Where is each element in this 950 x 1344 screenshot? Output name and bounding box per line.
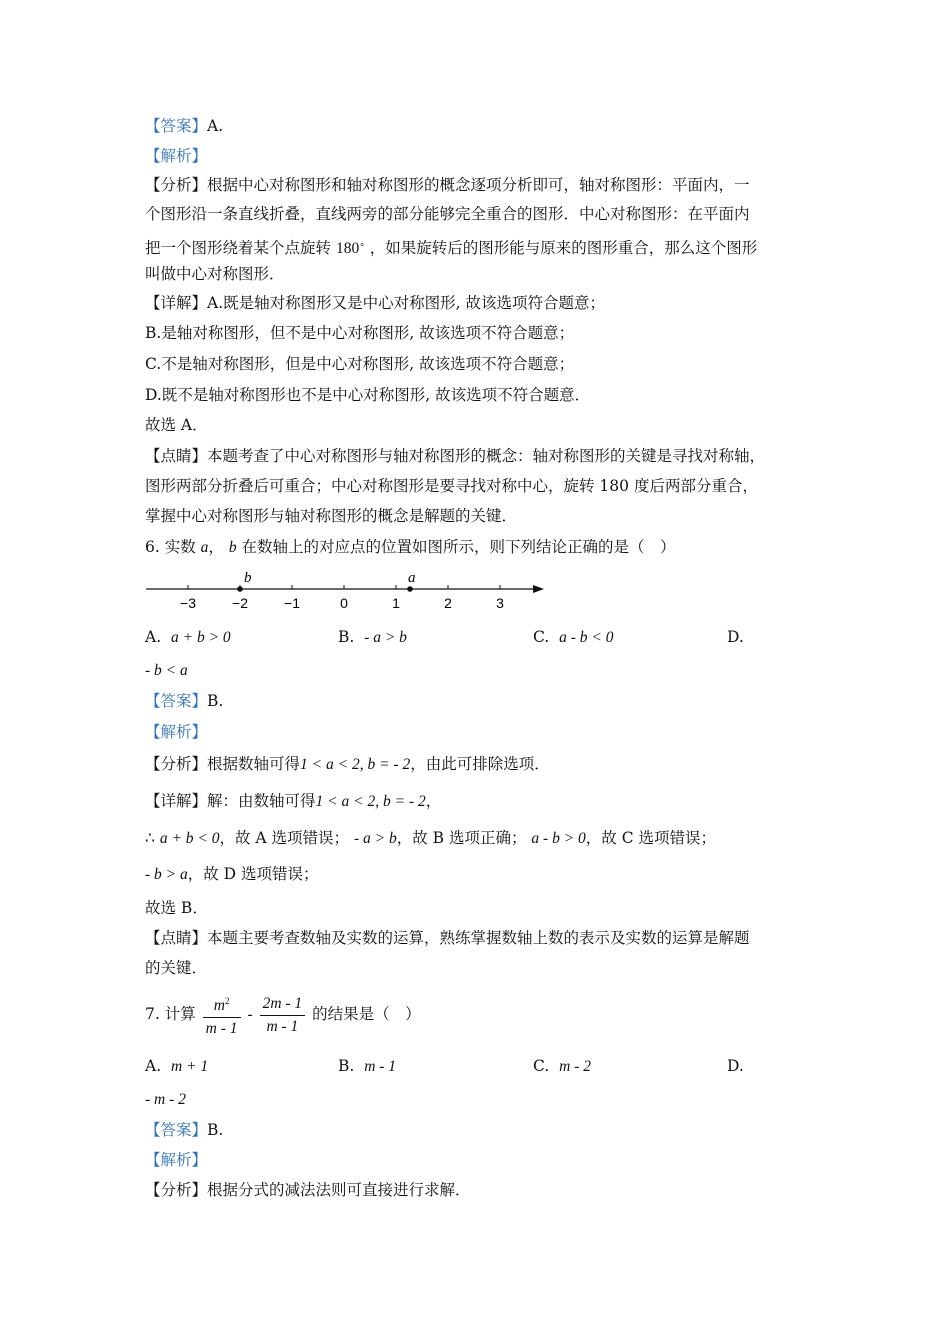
detail-text: 解：由数轴可得 xyxy=(207,792,316,810)
option-math: m - 2 xyxy=(559,1058,591,1075)
stem-text: 7. 计算 xyxy=(145,1005,196,1024)
option-math: m - 1 xyxy=(364,1058,397,1075)
detail-tag: 【详解】 xyxy=(145,792,208,810)
analysis-text: ，由此可排除选项． xyxy=(410,755,550,773)
separator: ， xyxy=(208,538,224,556)
tick-label: −3 xyxy=(180,595,196,611)
option-label: A. xyxy=(145,1057,162,1075)
q7-option-d-label: D. xyxy=(727,1057,744,1075)
step-math: a + b < 0 xyxy=(159,830,220,847)
step-math: - b > a xyxy=(145,866,188,883)
q6-tip-line-2: 的关键． xyxy=(145,959,208,977)
option-math: - a > b xyxy=(364,629,407,646)
q5-answer xyxy=(145,115,223,137)
q6-tip-line-1 xyxy=(145,927,750,949)
jiexi-tag: 【解析】 xyxy=(145,1151,208,1169)
option-label: A. xyxy=(145,628,162,646)
q7-option-a xyxy=(145,1055,208,1078)
tick-label: 0 xyxy=(340,595,348,611)
q6-jiexi xyxy=(145,721,207,743)
point-a xyxy=(407,586,413,592)
arrow-head xyxy=(533,585,544,593)
answer-tag: 【答案】 xyxy=(145,1121,208,1139)
answer-value: B. xyxy=(207,1121,224,1139)
q5-detail-d: D.既不是轴对称图形也不是中心对称图形, 故该选项不符合题意． xyxy=(145,386,591,404)
step-text: ，故 D 选项错误； xyxy=(187,865,319,883)
step-text: ，故 A 选项错误； xyxy=(219,829,350,847)
stem-text: 6. 实数 xyxy=(145,538,196,556)
degree-value: 180∘ xyxy=(335,239,365,258)
q5-tip-line-2: 图形两部分折叠后可重合；中心对称图形是要寻找对称中心，旋转 180 度后两部分重合， xyxy=(145,477,758,495)
q6-step-4 xyxy=(145,863,319,886)
q6-option-c xyxy=(533,626,613,649)
q6-option-d: - b < a xyxy=(145,662,188,679)
var-b: b xyxy=(228,539,237,556)
q5-detail-a xyxy=(145,292,605,314)
point-b xyxy=(237,586,243,592)
analysis-text: ，如果旋转后的图形能与原来的图形重合，那么这个图形 xyxy=(369,239,758,258)
q7-stem xyxy=(145,990,421,1040)
option-math: m + 1 xyxy=(170,1058,209,1075)
analysis-tag: 【分析】 xyxy=(145,1181,208,1199)
stem-text: 的结果是（ ） xyxy=(312,1005,421,1024)
analysis-text: 根据数轴可得 xyxy=(207,755,301,773)
q7-option-b xyxy=(338,1055,396,1078)
q5-analysis-line-2: 个图形沿一条直线折叠，直线两旁的部分能够完全重合的图形．中心对称图形：在平面内 xyxy=(145,205,750,223)
q5-analysis-line-1 xyxy=(145,174,750,196)
q7-analysis xyxy=(145,1179,471,1201)
q5-tip-line-1 xyxy=(145,445,765,467)
answer-value: A. xyxy=(207,117,224,135)
q6-option-b xyxy=(338,626,407,649)
fraction-2: $\frac{2m - 1}{m - 1}$ xyxy=(260,993,306,1038)
analysis-tag: 【分析】 xyxy=(145,176,208,194)
q6-option-a xyxy=(145,626,231,649)
point-a-label: a xyxy=(408,570,416,586)
var-a: a xyxy=(200,539,209,556)
step-math: a - b > 0 xyxy=(531,830,586,847)
jiexi-tag: 【解析】 xyxy=(145,147,208,165)
tip-tag: 【点睛】 xyxy=(145,447,208,465)
analysis-math: 1 < a < 2, b = - 2 xyxy=(300,756,411,773)
q7-option-d: - m - 2 xyxy=(145,1091,186,1108)
tip-tag: 【点睛】 xyxy=(145,929,208,947)
detail-text: A.既是轴对称图形又是中心对称图形, 故该选项符合题意； xyxy=(207,294,605,312)
q6-choose: 故选 B． xyxy=(145,899,208,917)
q7-option-c xyxy=(533,1055,591,1078)
detail-text: ， xyxy=(425,792,442,810)
option-label: C. xyxy=(533,628,550,646)
answer-tag: 【答案】 xyxy=(145,117,208,135)
q7-jiexi xyxy=(145,1149,207,1171)
tick-label: −2 xyxy=(232,595,248,611)
fraction-1: $\frac{m^2}{m - 1}$ xyxy=(203,990,241,1040)
option-math: a + b > 0 xyxy=(170,629,231,646)
q5-detail-c: C.不是轴对称图形，但是中心对称图形, 故该选项不符合题意； xyxy=(145,355,575,373)
tick-label: 1 xyxy=(392,595,400,611)
analysis-text: 把一个图形绕着某个点旋转 xyxy=(145,239,332,258)
option-math: a - b < 0 xyxy=(559,629,614,646)
q5-choose: 故选 A． xyxy=(145,416,208,434)
q6-option-d-label: D. xyxy=(727,628,744,646)
q5-detail-b: B.是轴对称图形，但不是中心对称图形, 故该选项不符合题意； xyxy=(145,324,575,342)
minus-sign: - xyxy=(247,1006,253,1024)
q6-analysis xyxy=(145,753,550,776)
option-label: B. xyxy=(338,628,355,646)
option-label: B. xyxy=(338,1057,355,1075)
tick-label: 2 xyxy=(444,595,452,611)
stem-text: 在数轴上的对应点的位置如图所示，则下列结论正确的是（ ） xyxy=(241,538,676,556)
q5-analysis-line-4: 叫做中心对称图形． xyxy=(145,265,285,283)
answer-value: B. xyxy=(207,692,224,710)
tip-text: 本题考查了中心对称图形与轴对称图形的概念：轴对称图形的关键是寻找对称轴， xyxy=(207,447,766,465)
q5-tip-line-3: 掌握中心对称图形与轴对称图形的概念是解题的关键． xyxy=(145,507,518,525)
tick-label: −1 xyxy=(284,595,300,611)
step-text: ，故 C 选项错误； xyxy=(585,829,717,847)
answer-tag: 【答案】 xyxy=(145,692,208,710)
option-label: C. xyxy=(533,1057,550,1075)
q7-answer xyxy=(145,1119,223,1141)
q5-analysis-line-3 xyxy=(145,233,757,260)
detail-math: 1 < a < 2, b = - 2 xyxy=(315,793,426,810)
jiexi-tag: 【解析】 xyxy=(145,723,208,741)
step-text: ，故 B 选项正确； xyxy=(396,829,527,847)
analysis-text: 根据中心对称图形和轴对称图形的概念逐项分析即可，轴对称图形：平面内，一 xyxy=(207,176,750,194)
q6-steps xyxy=(145,827,716,850)
analysis-text: 根据分式的减法法则可直接进行求解． xyxy=(207,1181,471,1199)
tick-label: 3 xyxy=(496,595,504,611)
analysis-tag: 【分析】 xyxy=(145,755,208,773)
q6-stem xyxy=(145,536,676,559)
tip-text: 本题主要考查数轴及实数的运算，熟练掌握数轴上数的表示及实数的运算是解题 xyxy=(207,929,750,947)
point-b-label: b xyxy=(244,570,252,586)
q5-jiexi xyxy=(145,145,207,167)
detail-tag: 【详解】 xyxy=(145,294,208,312)
q6-detail xyxy=(145,790,441,813)
therefore-symbol: ∴ xyxy=(145,829,155,847)
q6-answer xyxy=(145,690,223,712)
number-line-figure xyxy=(140,566,560,618)
step-math: - a > b xyxy=(353,830,397,847)
